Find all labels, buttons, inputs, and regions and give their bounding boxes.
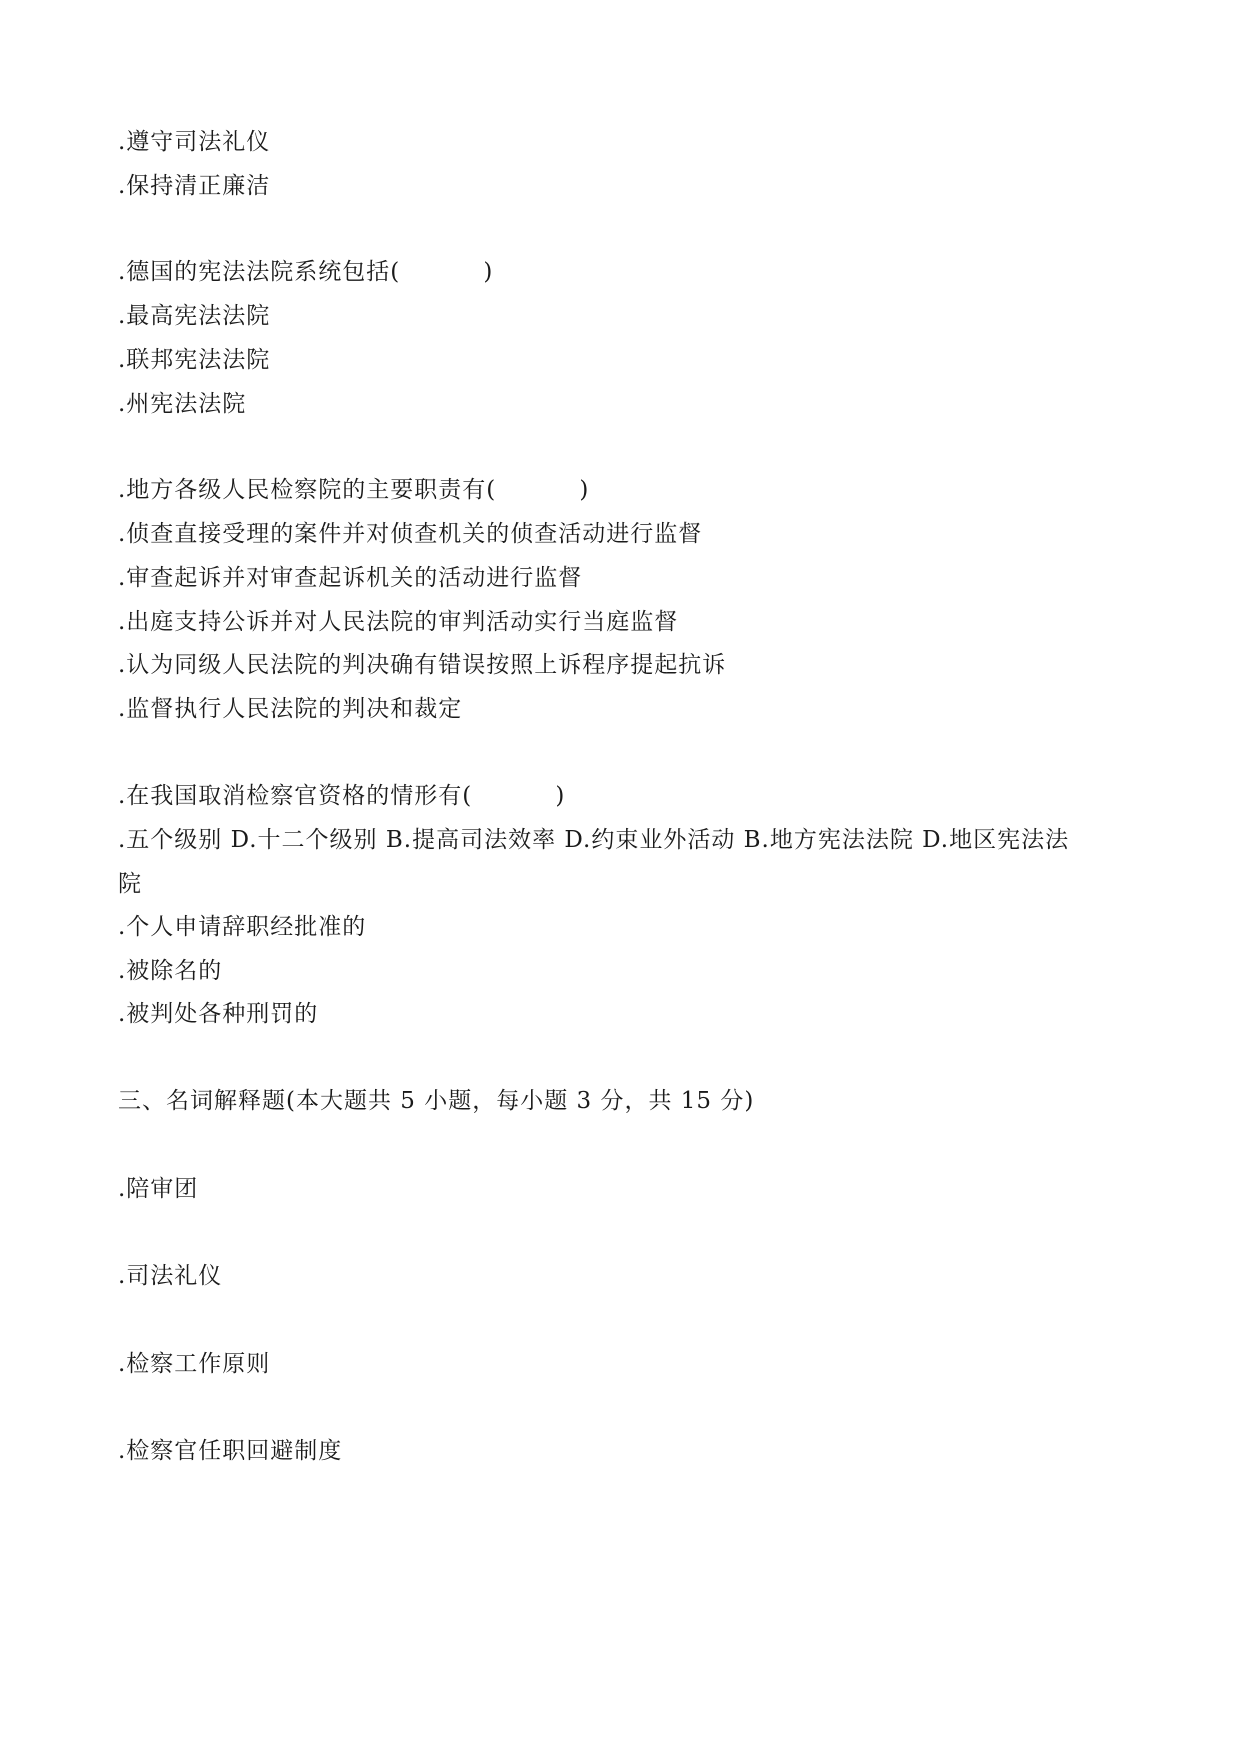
term-item: .司法礼仪 xyxy=(118,1263,223,1289)
option-text: .审查起诉并对审查起诉机关的活动进行监督 xyxy=(118,565,583,591)
option-text: .出庭支持公诉并对人民法院的审判活动实行当庭监督 xyxy=(118,609,679,635)
option-text: .被判处各种刑罚的 xyxy=(118,1001,319,1027)
option-text: .侦查直接受理的案件并对侦查机关的侦查活动进行监督 xyxy=(118,521,703,547)
question-text: .在我国取消检察官资格的情形有( ) xyxy=(118,783,566,809)
term-item: .检察官任职回避制度 xyxy=(118,1438,343,1464)
option-text: .联邦宪法法院 xyxy=(118,347,271,373)
question-text: .德国的宪法法院系统包括( ) xyxy=(118,259,494,285)
option-text: .五个级别 D.十二个级别 B.提高司法效率 D.约束业外活动 B.地方宪法法院 D.地区宪法法 xyxy=(118,827,1070,853)
text-line: .遵守司法礼仪 xyxy=(118,129,271,155)
section-heading: 三、名词解释题(本大题共 5 小题，每小题 3 分，共 15 分) xyxy=(118,1088,755,1114)
term-item: .陪审团 xyxy=(118,1176,199,1202)
question-text: .地方各级人民检察院的主要职责有( ) xyxy=(118,477,590,503)
text-line: .保持清正廉洁 xyxy=(118,173,271,199)
option-text: .个人申请辞职经批准的 xyxy=(118,914,367,940)
option-text: .州宪法法院 xyxy=(118,391,247,417)
option-text: .被除名的 xyxy=(118,958,223,984)
option-text: .监督执行人民法院的判决和裁定 xyxy=(118,696,463,722)
option-text: 院 xyxy=(118,871,142,897)
option-text: .认为同级人民法院的判决确有错误按照上诉程序提起抗诉 xyxy=(118,652,727,678)
term-item: .检察工作原则 xyxy=(118,1351,271,1377)
option-text: .最高宪法法院 xyxy=(118,303,271,329)
